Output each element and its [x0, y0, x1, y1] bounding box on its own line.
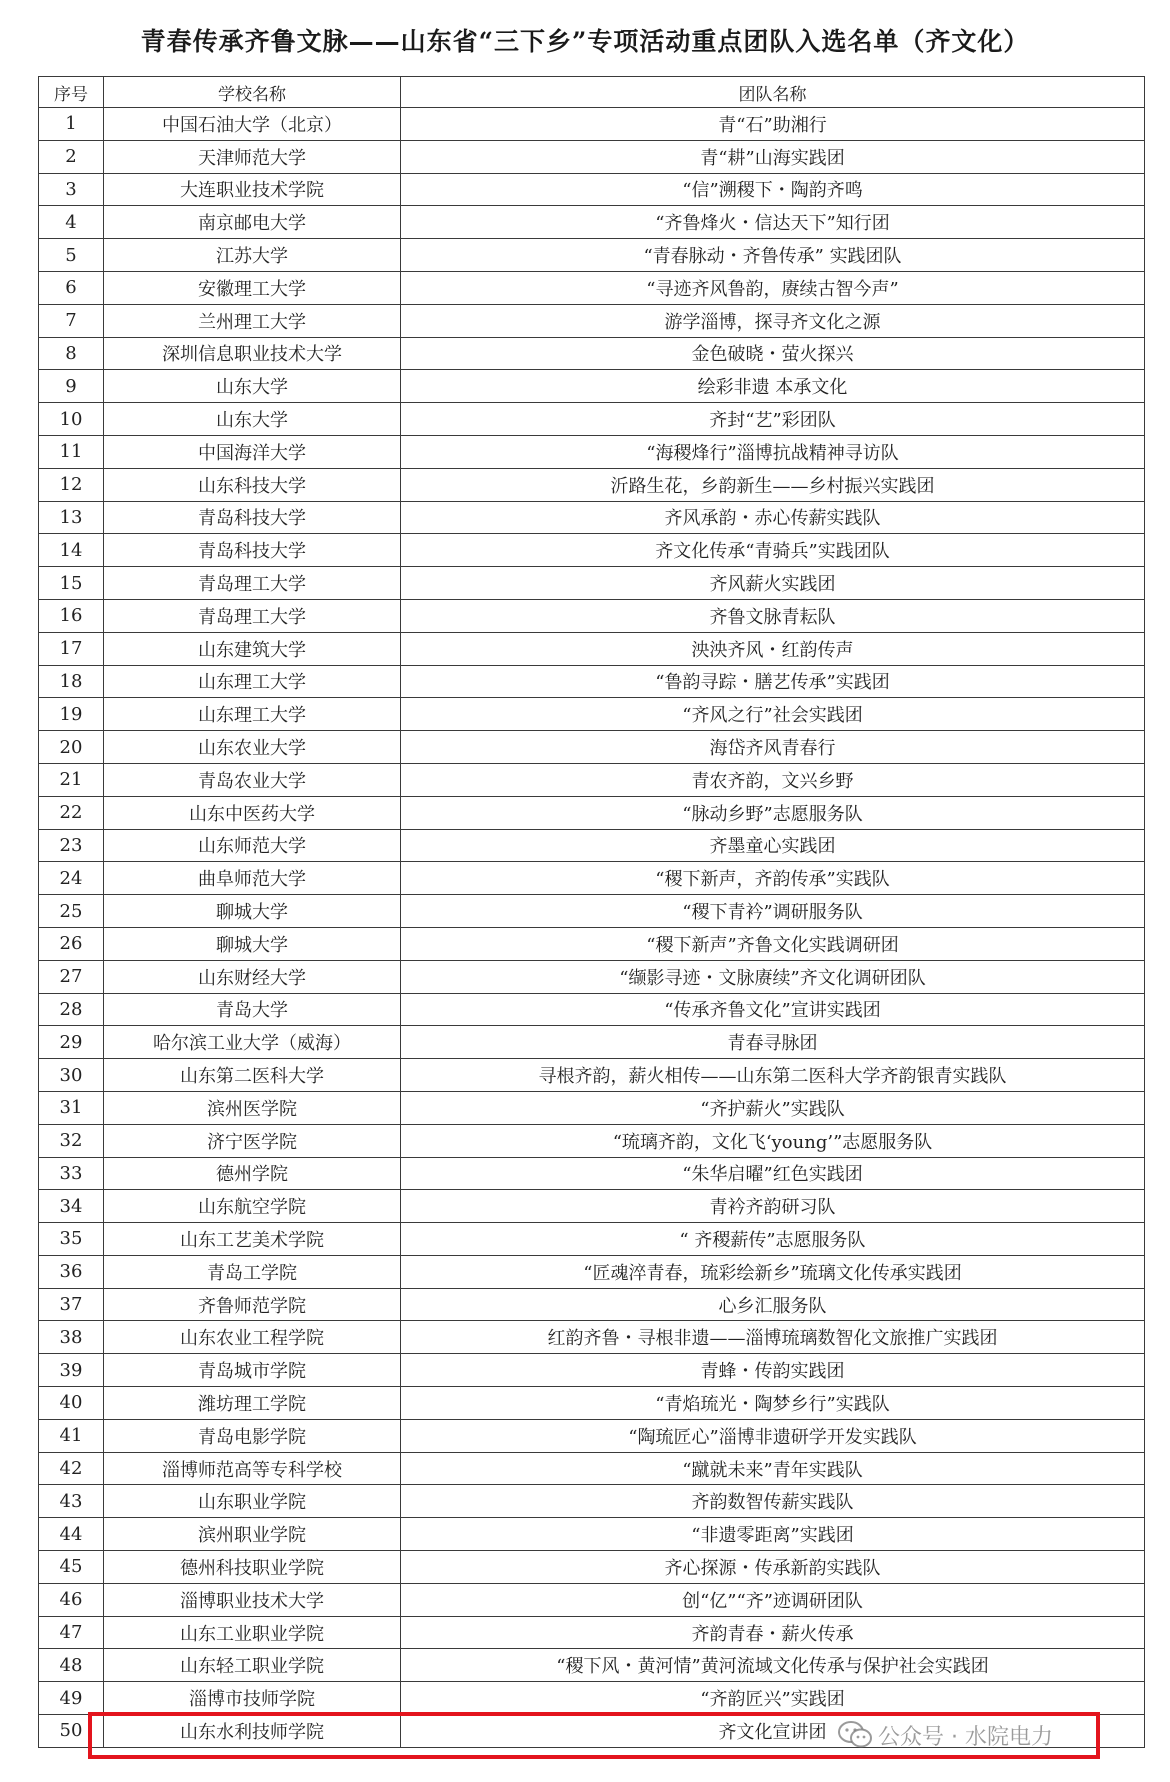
cell-school: 山东农业工程学院: [104, 1321, 401, 1354]
table-row: [39, 599, 1145, 632]
cell-team: “齐风之行”社会实践团: [401, 698, 1145, 731]
header-school: 学校名称: [104, 77, 401, 108]
table-row: [39, 1288, 1145, 1321]
cell-team: 绘彩非遗 本承文化: [401, 370, 1145, 403]
cell-team: “脉动乡野”志愿服务队: [401, 796, 1145, 829]
cell-team: “齐韵匠兴”实践团: [401, 1682, 1145, 1715]
cell-school: 山东大学: [104, 403, 401, 436]
table-row: [39, 567, 1145, 600]
cell-school: 山东师范大学: [104, 829, 401, 862]
table-row: [39, 1452, 1145, 1485]
cell-school: 山东财经大学: [104, 960, 401, 993]
table-row: [39, 1026, 1145, 1059]
cell-school: 江苏大学: [104, 239, 401, 272]
table-row: [39, 206, 1145, 239]
table-row: [39, 993, 1145, 1026]
cell-team: 沂路生花，乡韵新生——乡村振兴实践团: [401, 468, 1145, 501]
table-row: [39, 1551, 1145, 1584]
table-row: [39, 173, 1145, 206]
table-row: [39, 271, 1145, 304]
table-row: [39, 1255, 1145, 1288]
header-no: 序号: [39, 77, 104, 108]
cell-no: 18: [39, 665, 104, 698]
cell-school: 山东中医药大学: [104, 796, 401, 829]
table-row: [39, 665, 1145, 698]
cell-no: 38: [39, 1321, 104, 1354]
cell-no: 46: [39, 1583, 104, 1616]
table-row: [39, 1157, 1145, 1190]
cell-school: 淄博职业技术大学: [104, 1583, 401, 1616]
cell-school: 青岛科技大学: [104, 501, 401, 534]
cell-school: 山东农业大学: [104, 731, 401, 764]
table-row: [39, 1387, 1145, 1420]
cell-team: 齐封“艺”彩团队: [401, 403, 1145, 436]
table-row: [39, 1321, 1145, 1354]
cell-school: 青岛电影学院: [104, 1419, 401, 1452]
cell-team: “陶琉匠心”淄博非遗研学开发实践队: [401, 1419, 1145, 1452]
cell-no: 7: [39, 304, 104, 337]
table-row: [39, 337, 1145, 370]
cell-no: 13: [39, 501, 104, 534]
cell-team: 齐心探源・传承新韵实践队: [401, 1551, 1145, 1584]
cell-school: 山东职业学院: [104, 1485, 401, 1518]
table-row: [39, 1124, 1145, 1157]
cell-school: 青岛科技大学: [104, 534, 401, 567]
cell-team: 齐风承韵・赤心传薪实践队: [401, 501, 1145, 534]
cell-no: 50: [39, 1715, 104, 1748]
table-row: [39, 108, 1145, 141]
table-row: [39, 1354, 1145, 1387]
cell-no: 6: [39, 271, 104, 304]
cell-no: 8: [39, 337, 104, 370]
table-row: [39, 829, 1145, 862]
table-row: [39, 1682, 1145, 1715]
cell-team: “缬影寻迹・文脉赓续”齐文化调研团队: [401, 960, 1145, 993]
cell-no: 45: [39, 1551, 104, 1584]
cell-school: 山东工艺美术学院: [104, 1223, 401, 1256]
cell-school: 曲阜师范大学: [104, 862, 401, 895]
table-row: [39, 1616, 1145, 1649]
cell-no: 12: [39, 468, 104, 501]
cell-no: 29: [39, 1026, 104, 1059]
page-title: 青春传承齐鲁文脉——山东省“三下乡”专项活动重点团队入选名单（齐文化）: [140, 27, 1030, 56]
cell-team: “稷下新声，齐韵传承”实践队: [401, 862, 1145, 895]
cell-team: 齐韵青春・薪火传承: [401, 1616, 1145, 1649]
cell-no: 35: [39, 1223, 104, 1256]
table-row: [39, 960, 1145, 993]
table-row: [39, 632, 1145, 665]
cell-school: 山东工业职业学院: [104, 1616, 401, 1649]
cell-no: 3: [39, 173, 104, 206]
cell-no: 47: [39, 1616, 104, 1649]
cell-no: 43: [39, 1485, 104, 1518]
table-row: [39, 698, 1145, 731]
cell-school: 滨州职业学院: [104, 1518, 401, 1551]
cell-team: “稷下青衿”调研服务队: [401, 895, 1145, 928]
cell-school: 山东大学: [104, 370, 401, 403]
cell-team: “海稷烽行”淄博抗战精神寻访队: [401, 435, 1145, 468]
cell-school: 山东轻工职业学院: [104, 1649, 401, 1682]
cell-school: 德州科技职业学院: [104, 1551, 401, 1584]
cell-school: 山东理工大学: [104, 665, 401, 698]
cell-team: “稷下新声”齐鲁文化实践调研团: [401, 927, 1145, 960]
cell-no: 41: [39, 1419, 104, 1452]
table-row: [39, 862, 1145, 895]
cell-school: 青岛农业大学: [104, 763, 401, 796]
cell-school: 淄博市技师学院: [104, 1682, 401, 1715]
cell-school: 聊城大学: [104, 895, 401, 928]
table-row: [39, 370, 1145, 403]
wechat-icon: [838, 1721, 872, 1749]
watermark-text: 公众号 · 水院电力: [878, 1724, 1053, 1750]
cell-team: 青蜂・传韵实践团: [401, 1354, 1145, 1387]
cell-school: 天津师范大学: [104, 140, 401, 173]
cell-no: 17: [39, 632, 104, 665]
cell-no: 27: [39, 960, 104, 993]
cell-school: 济宁医学院: [104, 1124, 401, 1157]
table-row: [39, 534, 1145, 567]
cell-school: 青岛理工大学: [104, 567, 401, 600]
cell-team: 泱泱齐风・红韵传声: [401, 632, 1145, 665]
cell-no: 32: [39, 1124, 104, 1157]
cell-no: 15: [39, 567, 104, 600]
table-row: [39, 1518, 1145, 1551]
cell-team: 心乡汇服务队: [401, 1288, 1145, 1321]
table-row: [39, 435, 1145, 468]
table-row: [39, 468, 1145, 501]
cell-team: “寻迹齐风鲁韵，赓续古智今声”: [401, 271, 1145, 304]
cell-no: 28: [39, 993, 104, 1026]
cell-team: “传承齐鲁文化”宣讲实践团: [401, 993, 1145, 1026]
cell-team: “匠魂淬青春，琉彩绘新乡”琉璃文化传承实践团: [401, 1255, 1145, 1288]
table-row: [39, 1485, 1145, 1518]
cell-no: 2: [39, 140, 104, 173]
cell-no: 30: [39, 1059, 104, 1092]
cell-team: “青焰琉光・陶梦乡行”实践队: [401, 1387, 1145, 1420]
cell-no: 10: [39, 403, 104, 436]
table-row: [39, 501, 1145, 534]
table-row: [39, 763, 1145, 796]
cell-no: 14: [39, 534, 104, 567]
cell-team: “琉璃齐韵，文化飞‘young’”志愿服务队: [401, 1124, 1145, 1157]
cell-team: 齐文化传承“青骑兵”实践团队: [401, 534, 1145, 567]
watermark: [838, 1720, 1053, 1750]
table-row: [39, 1649, 1145, 1682]
cell-school: 聊城大学: [104, 927, 401, 960]
table-row: [39, 927, 1145, 960]
cell-team: “朱华启曜”红色实践团: [401, 1157, 1145, 1190]
cell-no: 34: [39, 1190, 104, 1223]
cell-school: 山东第二医科大学: [104, 1059, 401, 1092]
cell-school: 南京邮电大学: [104, 206, 401, 239]
table-row: [39, 1419, 1145, 1452]
header-team: 团队名称: [401, 77, 1145, 108]
cell-school: 中国海洋大学: [104, 435, 401, 468]
cell-no: 9: [39, 370, 104, 403]
cell-no: 21: [39, 763, 104, 796]
cell-no: 20: [39, 731, 104, 764]
cell-school: 哈尔滨工业大学（威海）: [104, 1026, 401, 1059]
cell-team: 海岱齐风青春行: [401, 731, 1145, 764]
table-row: [39, 731, 1145, 764]
cell-no: 33: [39, 1157, 104, 1190]
cell-no: 25: [39, 895, 104, 928]
cell-no: 36: [39, 1255, 104, 1288]
header-row: [39, 77, 1145, 108]
cell-no: 16: [39, 599, 104, 632]
cell-team: 游学淄博，探寻齐文化之源: [401, 304, 1145, 337]
cell-team: 齐风薪火实践团: [401, 567, 1145, 600]
cell-school: 安徽理工大学: [104, 271, 401, 304]
cell-team: 齐韵数智传薪实践队: [401, 1485, 1145, 1518]
cell-no: 42: [39, 1452, 104, 1485]
cell-team: 齐鲁文脉青耘队: [401, 599, 1145, 632]
cell-school: 山东建筑大学: [104, 632, 401, 665]
table-header: [39, 77, 1145, 108]
cell-no: 49: [39, 1682, 104, 1715]
table-row: [39, 1190, 1145, 1223]
cell-no: 39: [39, 1354, 104, 1387]
cell-team: “信”溯稷下・陶韵齐鸣: [401, 173, 1145, 206]
table-row: [39, 796, 1145, 829]
cell-no: 4: [39, 206, 104, 239]
cell-team: 青春寻脉团: [401, 1026, 1145, 1059]
table-row: [39, 1059, 1145, 1092]
cell-school: 青岛大学: [104, 993, 401, 1026]
team-list-table: [38, 76, 1145, 1748]
cell-team: 齐墨童心实践团: [401, 829, 1145, 862]
cell-no: 44: [39, 1518, 104, 1551]
cell-school: 淄博师范高等专科学校: [104, 1452, 401, 1485]
cell-school: 山东科技大学: [104, 468, 401, 501]
cell-no: 48: [39, 1649, 104, 1682]
cell-team: 青“耕”山海实践团: [401, 140, 1145, 173]
cell-team: “稷下风・黄河情”黄河流域文化传承与保护社会实践团: [401, 1649, 1145, 1682]
cell-school: 中国石油大学（北京）: [104, 108, 401, 141]
cell-team: 红韵齐鲁・寻根非遗——淄博琉璃数智化文旅推广实践团: [401, 1321, 1145, 1354]
table-body: [39, 108, 1145, 1748]
cell-no: 11: [39, 435, 104, 468]
table-row: [39, 1583, 1145, 1616]
cell-school: 滨州医学院: [104, 1091, 401, 1124]
table-row: [39, 304, 1145, 337]
cell-no: 37: [39, 1288, 104, 1321]
cell-no: 23: [39, 829, 104, 862]
cell-team: 青衿齐韵研习队: [401, 1190, 1145, 1223]
cell-no: 40: [39, 1387, 104, 1420]
table-row: [39, 239, 1145, 272]
cell-team: 青农齐韵，文兴乡野: [401, 763, 1145, 796]
cell-school: 齐鲁师范学院: [104, 1288, 401, 1321]
cell-team: 齐文化宣讲团: [401, 1715, 1145, 1748]
cell-no: 19: [39, 698, 104, 731]
cell-team: “非遗零距离”实践团: [401, 1518, 1145, 1551]
table-row: [39, 895, 1145, 928]
cell-team: “ 齐稷薪传”志愿服务队: [401, 1223, 1145, 1256]
table-row: [39, 1223, 1145, 1256]
cell-school: 深圳信息职业技术大学: [104, 337, 401, 370]
cell-school: 青岛城市学院: [104, 1354, 401, 1387]
cell-team: “齐鲁烽火・信达天下”知行团: [401, 206, 1145, 239]
cell-no: 22: [39, 796, 104, 829]
cell-school: 德州学院: [104, 1157, 401, 1190]
cell-no: 26: [39, 927, 104, 960]
cell-team: “齐护薪火”实践队: [401, 1091, 1145, 1124]
cell-team: 寻根齐韵，薪火相传——山东第二医科大学齐韵银青实践队: [401, 1059, 1145, 1092]
table-row: [39, 140, 1145, 173]
cell-no: 5: [39, 239, 104, 272]
cell-school: 大连职业技术学院: [104, 173, 401, 206]
cell-team: “青春脉动・齐鲁传承” 实践团队: [401, 239, 1145, 272]
cell-no: 1: [39, 108, 104, 141]
cell-no: 31: [39, 1091, 104, 1124]
cell-school: 山东理工大学: [104, 698, 401, 731]
cell-school: 山东航空学院: [104, 1190, 401, 1223]
cell-school: 潍坊理工学院: [104, 1387, 401, 1420]
table-row: [39, 403, 1145, 436]
cell-team: 青“石”助湘行: [401, 108, 1145, 141]
cell-school: 青岛工学院: [104, 1255, 401, 1288]
cell-team: “鲁韵寻踪・膳艺传承”实践团: [401, 665, 1145, 698]
cell-team: 创“亿”“齐”迹调研团队: [401, 1583, 1145, 1616]
table-row: [39, 1091, 1145, 1124]
cell-school: 山东水利技师学院: [104, 1715, 401, 1748]
cell-team: “蹴就未来”青年实践队: [401, 1452, 1145, 1485]
cell-school: 青岛理工大学: [104, 599, 401, 632]
cell-team: 金色破晓・萤火探兴: [401, 337, 1145, 370]
cell-school: 兰州理工大学: [104, 304, 401, 337]
cell-no: 24: [39, 862, 104, 895]
